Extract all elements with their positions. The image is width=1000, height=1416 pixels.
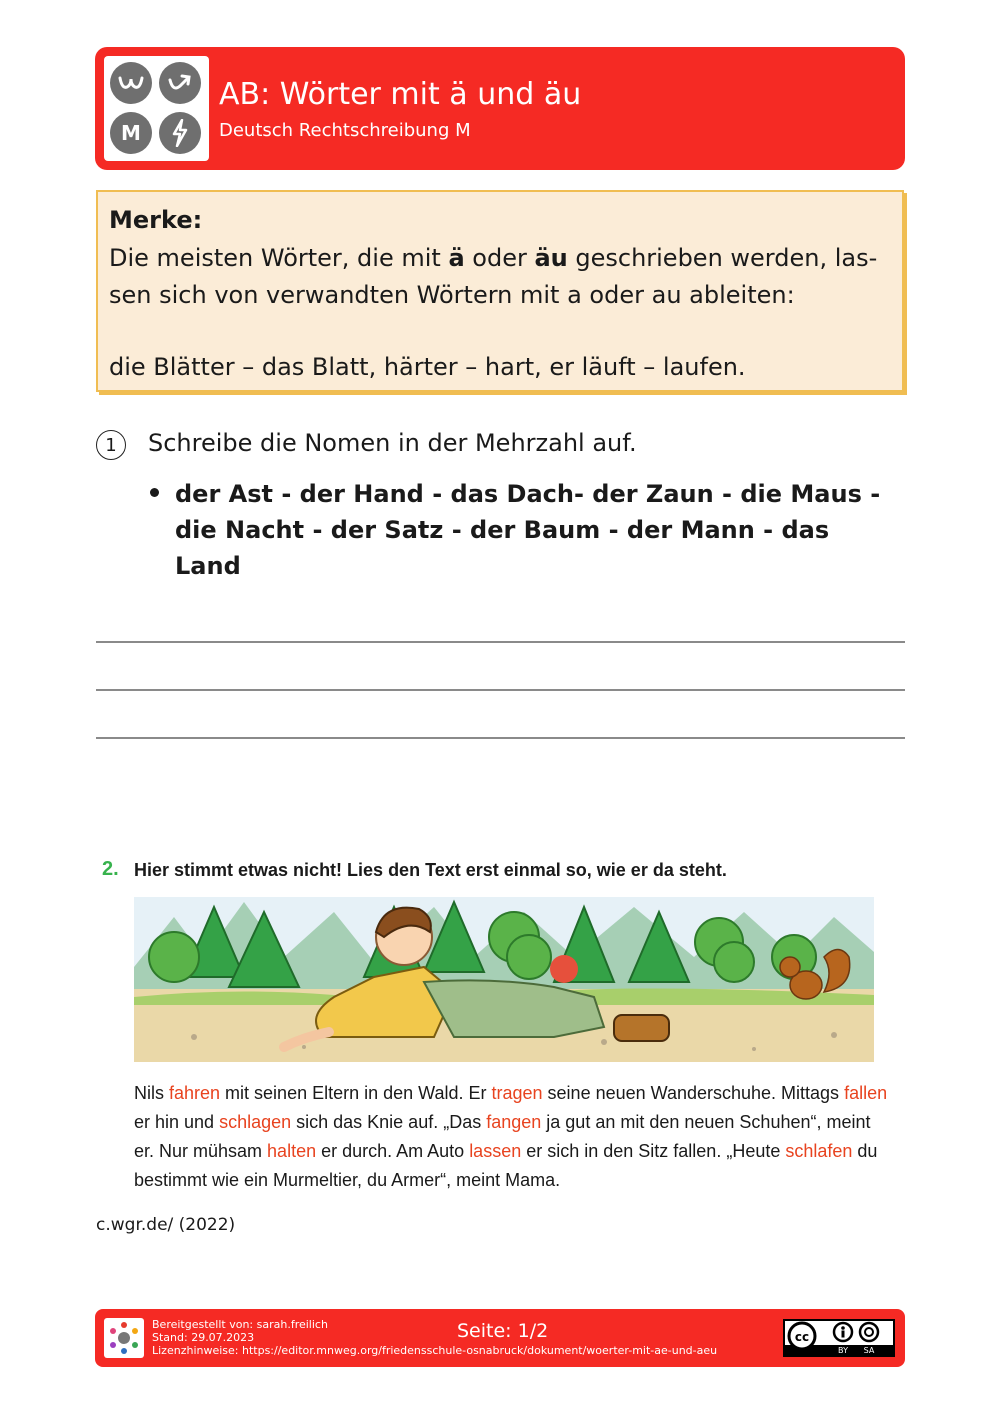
page-number: Seite: 1/2 [457,1320,549,1342]
license-link[interactable]: Lizenzhinweise: https://editor.mnweg.org/friedensschule-osnabruck/dokument/woerter-mit-ae-und-aeu [152,1344,718,1357]
merke-text: geschrieben werden, las- [567,244,878,272]
story-segment: du bestimmt wie ein Murmeltier, du Armer“, meint Mama. [134,1141,878,1190]
stand-date: Stand: 29.07.2023 [152,1331,255,1344]
writing-line[interactable] [96,641,905,643]
highlighted-verb: schlafen [785,1141,853,1161]
task-1-word-list: der Ast - der Hand - das Dach- der Zaun - die Maus - die Nacht - der Satz - der Baum - der Mann - das Land [175,480,881,580]
merke-title: Merke: [109,206,203,234]
merke-box [96,190,904,392]
task-2-number: 2. [102,858,119,880]
merke-line-2: sen sich von verwandten Wörtern mit a oder au ableiten: [109,281,795,309]
story-text [134,1079,894,1195]
task-2-instruction: Hier stimmt etwas nicht! Lies den Text erst einmal so, wie er da steht. [134,860,727,880]
story-segment: ja gut an mit den neuen Schuhen“, meint er. Nur mühsam [134,1112,871,1161]
story-segment: sich das Knie auf. „Das [291,1112,487,1132]
w-icon [110,62,152,104]
story-segment: er hin und [134,1112,220,1132]
merke-line-1 [109,244,877,272]
image-source: c.wgr.de/ (2022) [96,1215,236,1235]
highlighted-verb: schlagen [219,1112,292,1132]
highlighted-verb: tragen [491,1083,543,1103]
task-1-instruction: Schreibe die Nomen in der Mehrzahl auf. [148,429,637,457]
writing-line[interactable] [96,737,905,739]
highlighted-verb: fangen [486,1112,542,1132]
page-title: AB: Wörter mit ä und äu [219,77,582,112]
lightning-icon [159,112,201,154]
svg-text:cc: cc [794,1330,810,1344]
cc-by-sa-badge[interactable] [783,1319,895,1357]
app-logo [104,56,209,161]
page-subtitle: Deutsch Rechtschreibung M [219,120,471,141]
header-banner [95,47,905,170]
story-segment: seine neuen Wanderschuhe. Mittags [542,1083,845,1103]
highlighted-verb: halten [267,1141,317,1161]
merke-bold-ae: ä [448,244,465,272]
story-segment: mit seinen Eltern in den Wald. Er [220,1083,492,1103]
story-segment: er durch. Am Auto [316,1141,470,1161]
cc-sa-label: SA [863,1346,875,1355]
merke-text: oder [464,244,535,272]
mnweg-logo [104,1318,144,1358]
provided-by: Bereitgestellt von: sarah.freilich [152,1318,328,1331]
task-1-number: 1 [96,430,126,460]
merke-text: Die meisten Wörter, die mit [109,244,449,272]
bullet-icon [150,488,159,497]
cc-by-label: BY [838,1346,848,1355]
logo-letter: M [121,121,141,145]
highlighted-verb: fahren [169,1083,221,1103]
footer-banner [95,1309,905,1367]
highlighted-verb: lassen [469,1141,522,1161]
highlighted-verb: fallen [844,1083,888,1103]
story-segment: er sich in den Sitz fallen. „Heute [521,1141,786,1161]
footer-meta [152,1318,717,1357]
forward-arrow-icon [159,62,201,104]
hiking-boy-illustration [134,897,874,1062]
m-icon [110,112,152,154]
merke-examples: die Blätter – das Blatt, härter – hart, er läuft – laufen. [109,353,746,381]
story-segment: Nils [134,1083,169,1103]
writing-line[interactable] [96,689,905,691]
merke-bold-aeu: äu [534,244,568,272]
